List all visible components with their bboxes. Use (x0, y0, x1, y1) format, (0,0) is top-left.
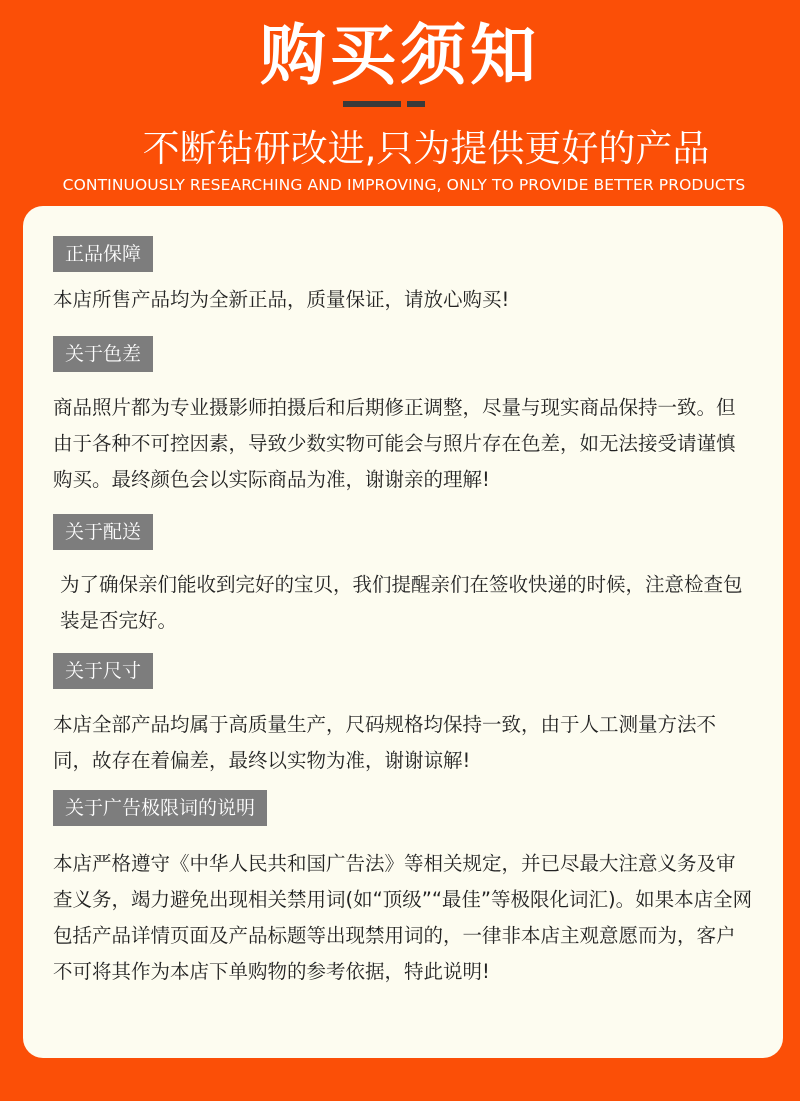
section-heading-delivery: 关于配送 (53, 514, 153, 550)
subtitle-english: CONTINUOUSLY RESEARCHING AND IMPROVING, ONLY TO PROVIDE BETTER PRODUCTS (62, 176, 746, 194)
section-heading-size: 关于尺寸 (53, 653, 153, 689)
section-body-delivery: 为了确保亲们能收到完好的宝贝，我们提醒亲们在签收快递的时候，注意检查包装是否完好。 (60, 573, 743, 632)
title-underline (343, 101, 401, 107)
section-heading-ad-law: 关于广告极限词的说明 (53, 790, 267, 826)
section-heading-color: 关于色差 (53, 336, 153, 372)
section-body-ad-law: 本店严格遵守《中华人民共和国广告法》等相关规定，并已尽最大注意义务及审查义务，竭力避免出现相关禁用词(如“顶级”“最佳”等极限化词汇)。如果本店全网包括产品详情页面及产品标题等出现禁用词的，一律非本店主观意愿而为，客户不可将其作为本店下单购物的参考依据，特此说明! (53, 852, 753, 983)
subtitle: 不断钻研改进,只为提供更好的产品 (142, 127, 710, 170)
notice-card (23, 206, 783, 1058)
section-body-color: 商品照片都为专业摄影师拍摄后和后期修正调整，尽量与现实商品保持一致。但由于各种不可控因素，导致少数实物可能会与照片存在色差，如无法接受请谨慎购买。最终颜色会以实际商品为准，谢谢亲的理解! (53, 396, 736, 491)
section-heading-authentic: 正品保障 (53, 236, 153, 272)
section-body-size: 本店全部产品均属于高质量生产，尺码规格均保持一致，由于人工测量方法不同，故存在着偏差，最终以实物为准，谢谢谅解! (53, 713, 717, 772)
section-body-authentic: 本店所售产品均为全新正品，质量保证，请放心购买! (53, 288, 510, 311)
page-title: 购买须知 (260, 17, 540, 94)
title-underline-accent (407, 101, 425, 107)
